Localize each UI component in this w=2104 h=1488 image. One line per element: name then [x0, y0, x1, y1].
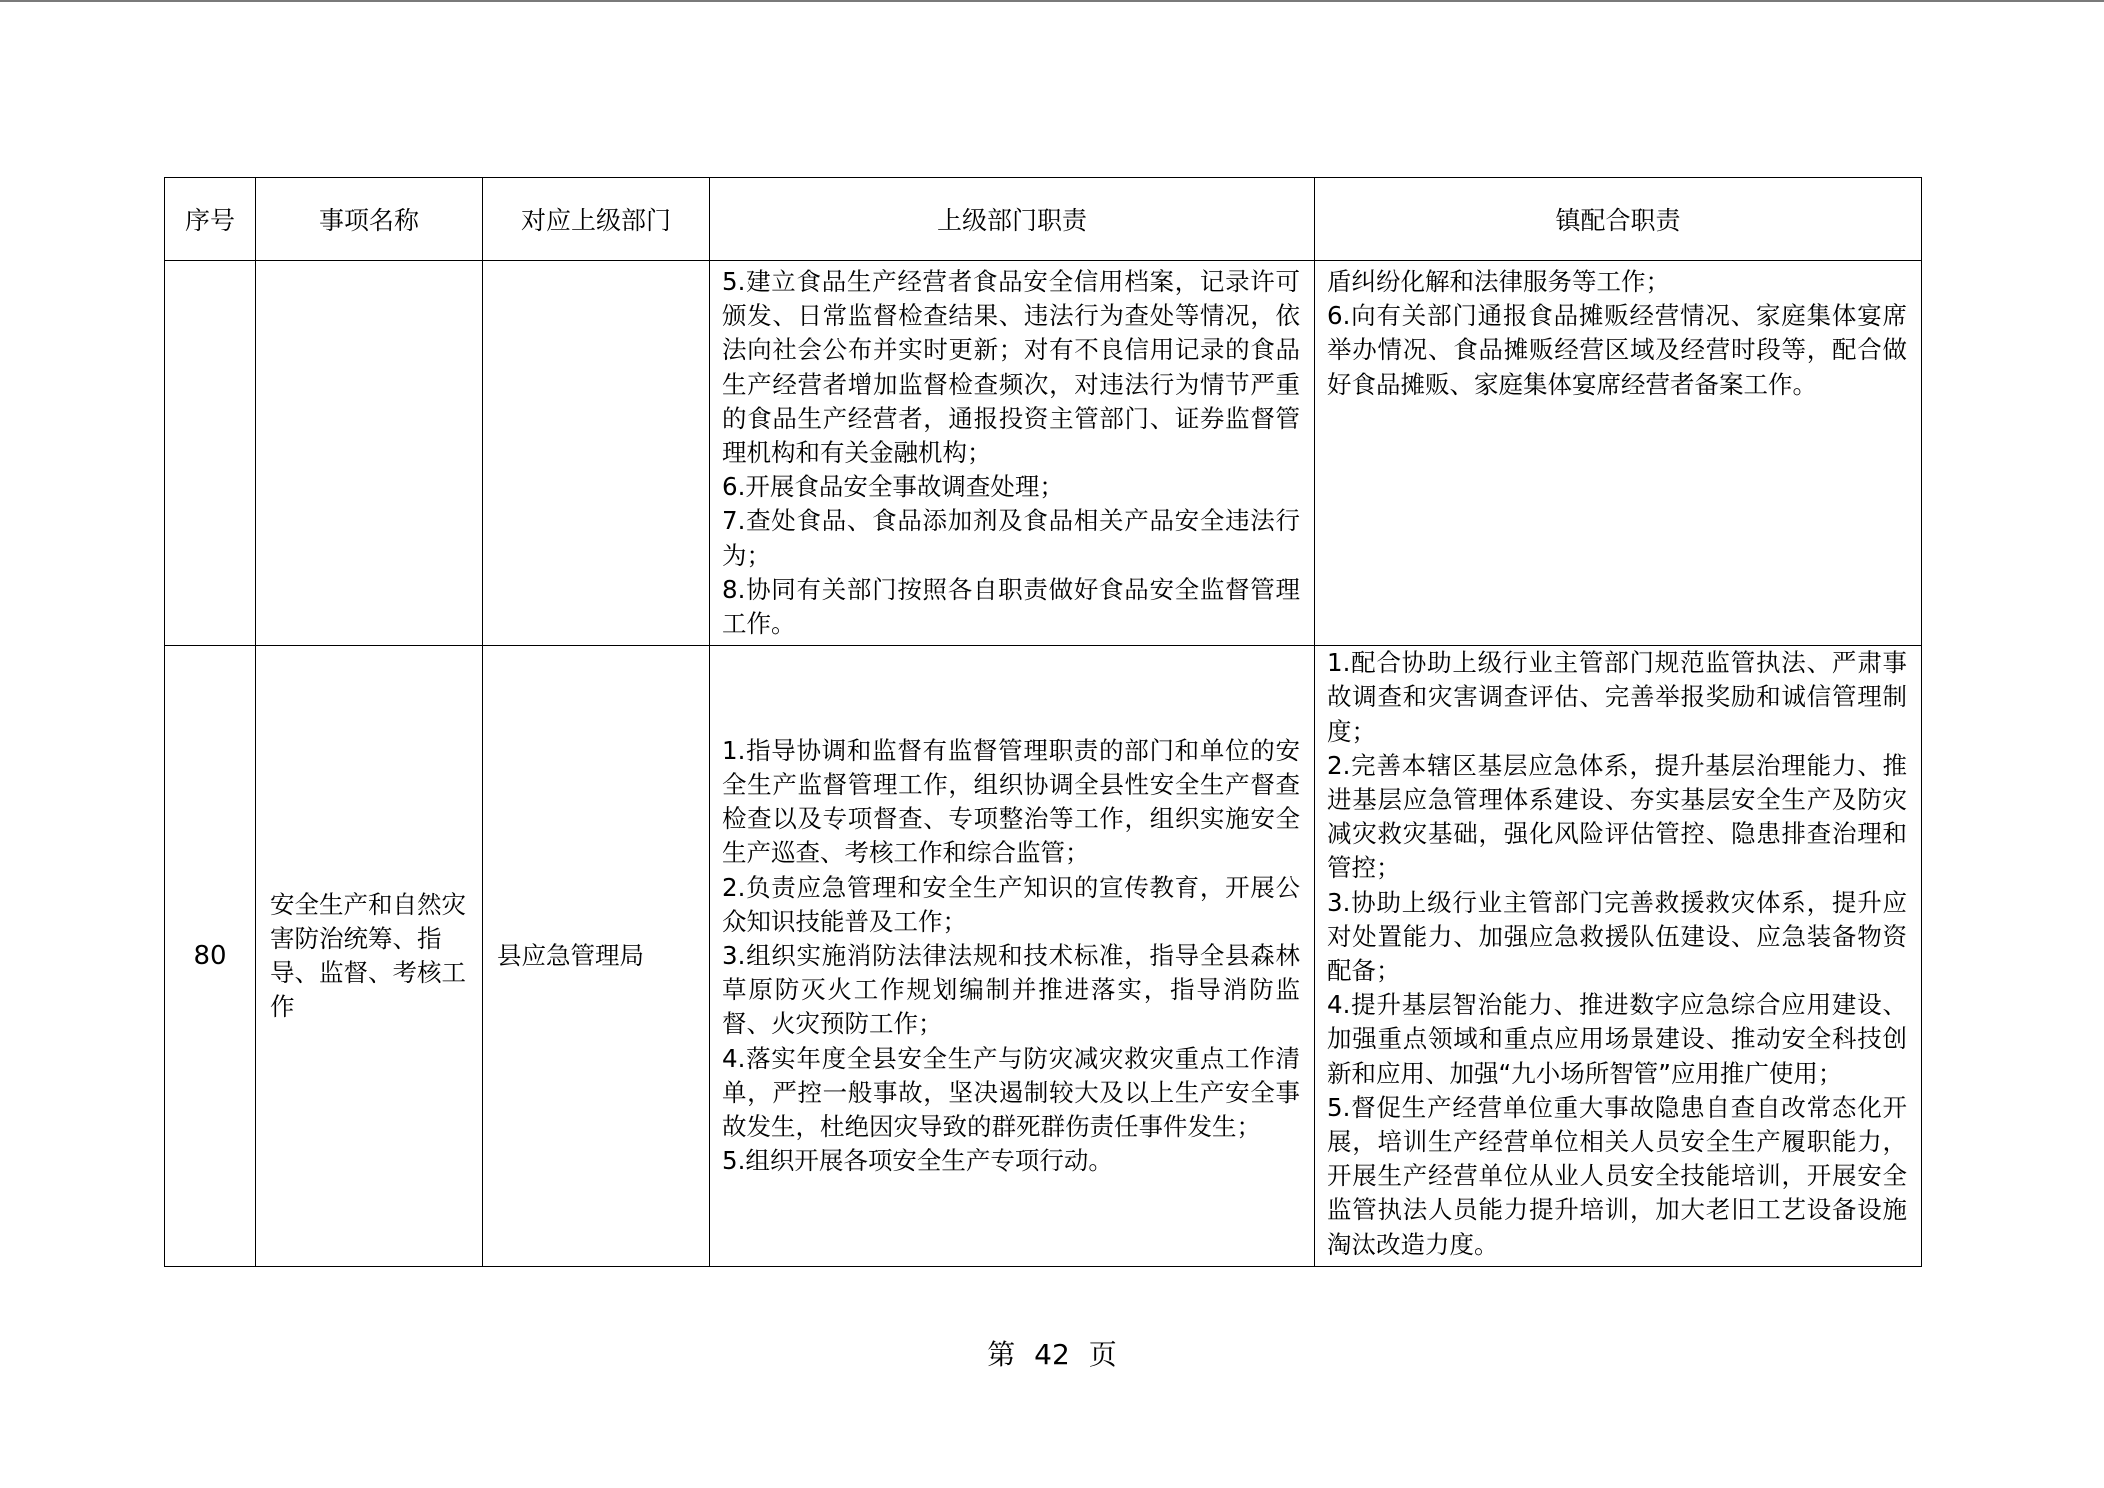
table-row: [165, 261, 1922, 646]
item-name-text: 安全生产和自然灾害防治统筹、指导、监督、考核工作: [270, 889, 466, 1022]
town-duties-cell: [1315, 646, 1922, 1267]
duty-item: 3.组织实施消防法律法规和技术标准，指导全县森林草原防灭火工作规划编制并推进落实，指导消防监督、火灾预防工作；: [722, 940, 1300, 1039]
header-upper-dept: 对应上级部门: [483, 178, 710, 261]
item-name-cell: [256, 646, 483, 1267]
table-header-row: [165, 178, 1922, 261]
table-row: [165, 646, 1922, 1267]
upper-duties-list: [710, 261, 1314, 645]
duty-item: 2.完善本辖区基层应急体系，提升基层治理能力、推进基层应急管理体系建设、夯实基层安全生产及防灾减灾救灾基础，强化风险评估管控、隐患排查治理和管控；: [1327, 750, 1907, 883]
seq-cell: 80: [165, 646, 256, 1267]
town-duties-cell: [1315, 261, 1922, 646]
page-suffix: 页: [1088, 1338, 1117, 1371]
duty-item: 1.配合协助上级行业主管部门规范监管执法、严肃事故调查和灾害调查评估、完善举报奖励和诚信管理制度；: [1327, 648, 1907, 746]
upper-duties-cell: [710, 646, 1315, 1267]
duty-item: 2.负责应急管理和安全生产知识的宣传教育，开展公众知识技能普及工作；: [722, 872, 1300, 936]
upper-duties-list: [710, 730, 1314, 1183]
header-seq: 序号: [165, 178, 256, 261]
header-town-duties: 镇配合职责: [1315, 178, 1922, 261]
duty-item: 6.向有关部门通报食品摊贩经营情况、家庭集体宴席举办情况、食品摊贩经营区域及经营时段等，配合做好食品摊贩、家庭集体宴席经营者备案工作。: [1327, 301, 1907, 399]
town-duties-list: [1315, 646, 1921, 1266]
upper-dept-cell: [483, 646, 710, 1267]
seq-cell: [165, 261, 256, 646]
duty-item: 4.提升基层智治能力、推进数字应急综合应用建设、加强重点领域和重点应用场景建设、推动安全科技创新和应用、加强“九小场所智管”应用推广使用；: [1327, 990, 1907, 1088]
duty-item: 盾纠纷化解和法律服务等工作；: [1327, 267, 1670, 296]
duty-table: [164, 177, 1922, 1267]
upper-dept-cell: [483, 261, 710, 646]
duty-item: 4.落实年度全县安全生产与防灾减灾救灾重点工作清单，严控一般事故，坚决遏制较大及以上生产安全事故发生，杜绝因灾导致的群死群伤责任事件发生；: [722, 1043, 1300, 1141]
top-border-line: [0, 0, 2104, 2]
page-prefix: 第: [987, 1338, 1016, 1371]
item-name-cell: [256, 261, 483, 646]
header-item-name: 事项名称: [256, 178, 483, 261]
header-upper-duties: 上级部门职责: [710, 178, 1315, 261]
duty-item: 6.开展食品安全事故调查处理；: [722, 472, 1064, 502]
duty-item: 5.督促生产经营单位重大事故隐患自查自改常态化开展，培训生产经营单位相关人员安全生产履职能力，开展生产经营单位从业人员安全技能培训，开展安全监管执法人员能力提升培训，加大老旧工艺设备设施淘汰改造力度。: [1327, 1092, 1907, 1259]
upper-dept-text: 县应急管理局: [497, 940, 644, 970]
page-number: 42: [1034, 1338, 1070, 1371]
duty-item: 1.指导协调和监督有监督管理职责的部门和单位的安全生产监督管理工作，组织协调全县性安全生产督查检查以及专项督查、专项整治等工作，组织实施安全生产巡查、考核工作和综合监管；: [722, 735, 1300, 868]
duty-item: 7.查处食品、食品添加剂及食品相关产品安全违法行为；: [722, 506, 1300, 570]
duty-item: 8.协同有关部门按照各自职责做好食品安全监督管理工作。: [722, 574, 1300, 639]
town-duties-list: [1315, 261, 1921, 406]
page-footer: [0, 1333, 2104, 1373]
duty-item: 5.建立食品生产经营者食品安全信用档案，记录许可颁发、日常监督检查结果、违法行为查处等情况，依法向社会公布并实时更新；对有不良信用记录的食品生产经营者增加监督检查频次，对违法行为情节严重的食品生产经营者，通报投资主管部门、证券监督管理机构和有关金融机构；: [722, 267, 1300, 468]
upper-duties-cell: [710, 261, 1315, 646]
duty-item: 3.协助上级行业主管部门完善救援救灾体系，提升应对处置能力、加强应急救援队伍建设、应急装备物资配备；: [1327, 887, 1907, 986]
duty-item: 5.组织开展各项安全生产专项行动。: [722, 1146, 1113, 1176]
